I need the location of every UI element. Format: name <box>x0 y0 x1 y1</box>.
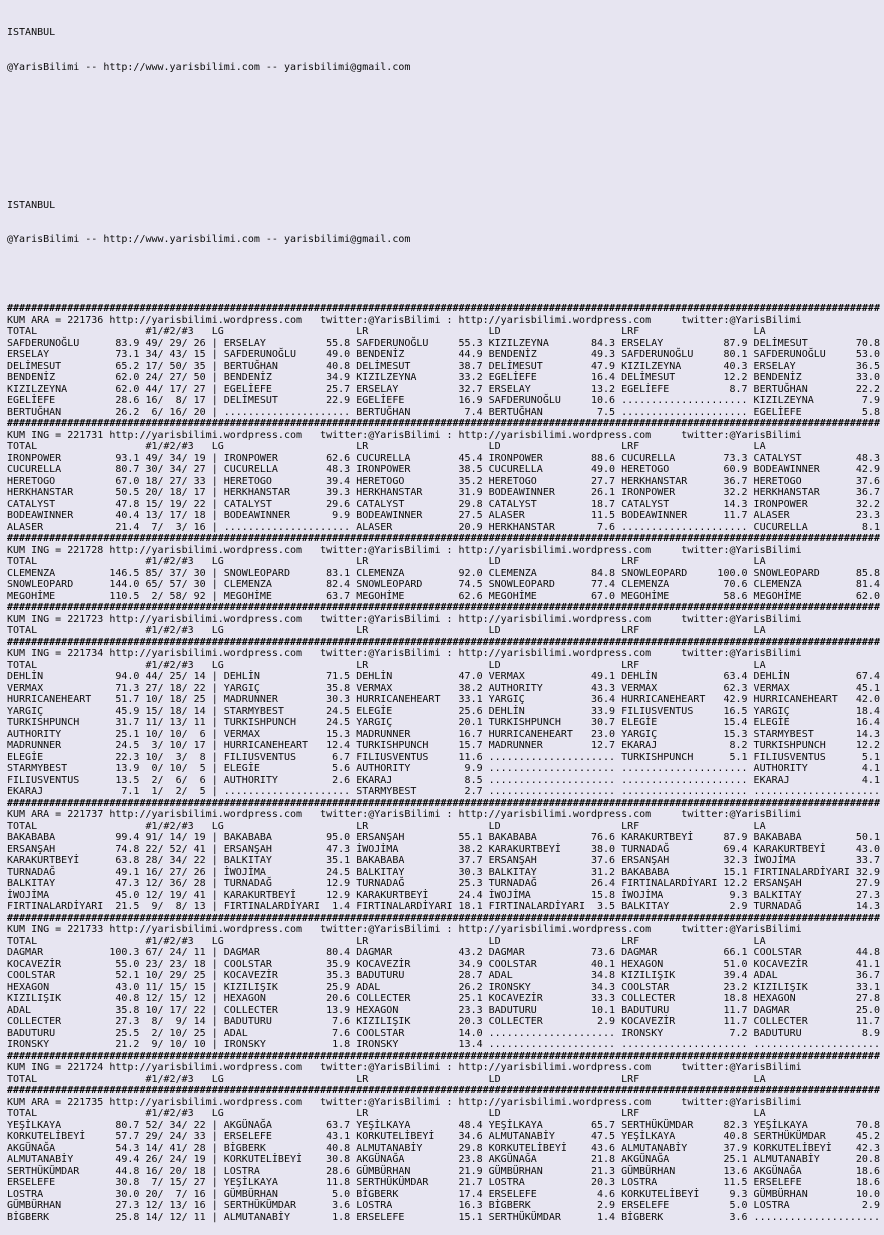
table-row: BADUTURU 25.5 2/ 10/ 25 | ADAL 7.6 COOLSTAR 14.0 ..................... IRONSKY 7.2 BADUTURU 8.9 <box>7 1027 880 1039</box>
table-row: HERKHANSTAR 50.5 20/ 18/ 17 | HERKHANSTAR 39.3 HERKHANSTAR 31.9 BODEAWINNER 26.1 IRONPOWER 32.2 HERKHANSTAR 36.7 <box>7 487 880 498</box>
column-header-row: TOTAL #1/#2/#3 LG LR LD LRF LA <box>7 1073 766 1085</box>
table-row: HURRICANEHEART 51.7 10/ 18/ 25 | MADRUNNER 30.3 HURRICANEHEART 33.1 YARGIÇ 36.4 HURRICANEHEART 42.9 HURRICANEHEART 42.0 <box>7 694 880 705</box>
city-title: ISTANBUL <box>7 199 56 211</box>
table-row: IRONPOWER 93.1 49/ 34/ 19 | IRONPOWER 62.6 CUCURELLA 45.4 IRONPOWER 88.6 CUCURELLA 73.3 CATALYST 48.3 <box>7 452 880 464</box>
separator-line: ################################################################################################################################################# <box>7 912 880 924</box>
separator-line: ################################################################################################################################################# <box>7 1085 880 1096</box>
table-row: AUTHORITY 25.1 10/ 10/ 6 | VERMAX 15.3 MADRUNNER 16.7 HURRICANEHEART 23.0 YARGIÇ 15.3 STARMYBEST 14.3 <box>7 728 880 740</box>
table-row: KORKUTELİBEYİ 57.7 29/ 24/ 33 | ERSELEFE 43.1 KORKUTELİBEYİ 34.6 ALMUTANABİY 47.5 YEŞİLKAYA 40.8 SERTHÜKÜMDAR 45.2 <box>7 1131 880 1142</box>
contact-line: @YarisBilimi -- http://www.yarisbilimi.com -- yarisbilimi@gmail.com <box>7 61 411 73</box>
table-row: ALMUTANABİY 49.4 26/ 24/ 19 | KORKUTELİBEYİ 30.8 AKGÜNAĞA 23.8 AKGÜNAĞA 21.8 AKGÜNAĞA 25.1 ALMUTANABİY 20.8 <box>7 1154 880 1165</box>
blank-line <box>7 96 884 108</box>
separator-line: ################################################################################################################################################# <box>7 533 880 544</box>
table-row: BENDENİZ 62.0 24/ 27/ 50 | BENDENİZ 34.9 KIZILZEYNA 33.2 EGELİEFE 16.4 DELİMESUT 12.2 BENDENİZ 33.0 <box>7 372 880 383</box>
table-row: ERSANŞAH 74.8 22/ 52/ 41 | ERSANŞAH 47.3 İWOJİMA 38.2 KARAKURTBEYİ 38.0 TURNADAĞ 69.4 KARAKURTBEYİ 43.0 <box>7 843 880 855</box>
table-row: COLLECTER 27.3 8/ 9/ 14 | BADUTURU 7.6 KIZILIŞIK 20.3 COLLECTER 2.9 KOCAVEZİR 11.7 COLLECTER 11.7 <box>7 1016 880 1027</box>
section-header: KUM ING = 221733 http://yarisbilimi.wordpress.com twitter:@YarisBilimi : http://yarisbilimi.wordpress.com twitter:@YarisBilimi <box>7 924 802 935</box>
section-header: KUM ING = 221728 http://yarisbilimi.wordpress.com twitter:@YarisBilimi : http://yarisbilimi.wordpress.com twitter:@YarisBilimi <box>7 544 802 556</box>
table-row: AKGÜNAĞA 54.3 14/ 41/ 28 | BİGBERK 40.8 ALMUTANABİY 29.8 KORKUTELİBEYİ 43.6 ALMUTANABİY 37.9 KORKUTELİBEYİ 42.3 <box>7 1142 880 1154</box>
table-row: EKARAJ 7.1 1/ 2/ 5 | ..................... STARMYBEST 2.7 ..................... ..................... ..................... <box>7 786 880 797</box>
column-header-row: TOTAL #1/#2/#3 LG LR LD LRF LA <box>7 935 766 947</box>
separator-line: ################################################################################################################################################# <box>7 797 880 809</box>
table-row: YEŞİLKAYA 80.7 52/ 34/ 22 | AKGÜNAĞA 63.7 YEŞİLKAYA 48.4 YEŞİLKAYA 65.7 SERTHÜKÜMDAR 82.3 YEŞİLKAYA 70.8 <box>7 1119 880 1131</box>
blank-line <box>7 131 884 143</box>
column-header-row: TOTAL #1/#2/#3 LG LR LD LRF LA <box>7 441 766 452</box>
section-header: KUM ING = 221731 http://yarisbilimi.wordpress.com twitter:@YarisBilimi : http://yarisbilimi.wordpress.com twitter:@YarisBilimi <box>7 429 802 441</box>
table-row: ELEGİE 22.3 10/ 3/ 8 | FILIUSVENTUS 6.7 FILIUSVENTUS 11.6 ..................... TURKISHPUNCH 5.1 FILIUSVENTUS 5.1 <box>7 751 880 763</box>
separator-line: ################################################################################################################################################# <box>7 1050 880 1062</box>
table-row: MADRUNNER 24.5 3/ 10/ 17 | HURRICANEHEART 12.4 TURKISHPUNCH 15.7 MADRUNNER 12.7 EKARAJ 8.2 TURKISHPUNCH 12.2 <box>7 740 880 751</box>
table-row: HEXAGON 43.0 11/ 15/ 15 | KIZILIŞIK 25.9 ADAL 26.2 IRONSKY 34.3 COOLSTAR 23.2 KIZILIŞIK 33.1 <box>7 981 880 993</box>
table-row: KARAKURTBEYİ 63.8 28/ 34/ 22 | BALKITAY 35.1 BAKABABA 37.7 ERSANŞAH 37.6 ERSANŞAH 32.3 İWOJİMA 33.7 <box>7 855 880 866</box>
section-header: KUM ING = 221724 http://yarisbilimi.wordpress.com twitter:@YarisBilimi : http://yarisbilimi.wordpress.com twitter:@YarisBilimi <box>7 1062 802 1073</box>
table-row: DEHLİN 94.0 44/ 25/ 14 | DEHLİN 71.5 DEHLİN 47.0 VERMAX 49.1 DEHLİN 63.4 DEHLİN 67.4 <box>7 671 880 682</box>
separator-line: ################################################################################################################################################# <box>7 418 880 429</box>
table-row: BODEAWINNER 40.4 13/ 17/ 18 | BODEAWINNER 9.9 BODEAWINNER 27.5 ALASER 11.5 BODEAWINNER 11.7 ALASER 23.3 <box>7 510 880 521</box>
table-row: DELİMESUT 65.2 17/ 50/ 35 | BERTUĞHAN 40.8 DELİMESUT 38.7 DELİMESUT 47.9 KIZILZEYNA 40.3 ERSELAY 36.5 <box>7 360 880 372</box>
separator-line: ################################################################################################################################################# <box>7 636 880 648</box>
city-title: ISTANBUL <box>7 27 56 38</box>
table-row: TURNADAĞ 49.1 16/ 27/ 26 | İWOJİMA 24.5 BALKITAY 30.3 BALKITAY 31.2 BAKABABA 15.1 FIRTINALARDİYARI 32.9 <box>7 866 880 878</box>
table-row: HERETOGO 67.0 18/ 27/ 33 | HERETOGO 39.4 HERETOGO 35.2 HERETOGO 27.7 HERKHANSTAR 36.7 HERETOGO 37.6 <box>7 475 880 487</box>
separator-line: ################################################################################################################################################# <box>7 602 880 613</box>
table-row: IRONSKY 21.2 9/ 10/ 10 | IRONSKY 1.8 IRONSKY 13.4 ..................... ..................... ..................... <box>7 1039 880 1050</box>
table-row: YARGIÇ 45.9 15/ 18/ 14 | STARMYBEST 24.5 ELEGİE 25.6 DEHLİN 33.9 FILIUSVENTUS 16.5 YARGIÇ 18.4 <box>7 705 880 717</box>
table-row: FIRTINALARDİYARI 21.5 9/ 8/ 13 | FIRTINALARDİYARI 1.4 FIRTINALARDİYARI 18.1 FIRTINALARDİYARI 3.5 BALKITAY 2.9 TURNADAĞ 14.3 <box>7 901 880 912</box>
section-header: KUM ARA = 221737 http://yarisbilimi.wordpress.com twitter:@YarisBilimi : http://yarisbilimi.wordpress.com twitter:@YarisBilimi <box>7 809 802 820</box>
table-row: CLEMENZA 146.5 85/ 37/ 30 | SNOWLEOPARD 83.1 CLEMENZA 92.0 CLEMENZA 84.8 SNOWLEOPARD 100.0 SNOWLEOPARD 85.8 <box>7 567 880 579</box>
table-row: MEGOHİME 110.5 2/ 58/ 92 | MEGOHİME 63.7 MEGOHİME 62.6 MEGOHİME 67.0 MEGOHİME 58.6 MEGOHİME 62.0 <box>7 590 880 602</box>
section-header: KUM ING = 221734 http://yarisbilimi.wordpress.com twitter:@YarisBilimi : http://yarisbilimi.wordpress.com twitter:@YarisBilimi <box>7 648 802 659</box>
table-row: VERMAX 71.3 27/ 18/ 22 | YARGIÇ 35.8 VERMAX 38.2 AUTHORITY 43.3 VERMAX 62.3 VERMAX 45.1 <box>7 682 880 694</box>
column-header-row: TOTAL #1/#2/#3 LG LR LD LRF LA <box>7 820 766 832</box>
table-row: LOSTRA 30.0 20/ 7/ 16 | GÜMBÜRHAN 5.0 BİGBERK 17.4 ERSELEFE 4.6 KORKUTELİBEYİ 9.3 GÜMBÜRHAN 10.0 <box>7 1188 880 1200</box>
table-row: GÜMBÜRHAN 27.3 12/ 13/ 16 | SERTHÜKÜMDAR 3.6 LOSTRA 16.3 BİGBERK 2.9 ERSELEFE 5.0 LOSTRA 2.9 <box>7 1200 880 1211</box>
table-row: ADAL 35.8 10/ 17/ 22 | COLLECTER 13.9 HEXAGON 23.3 BADUTURU 10.1 BADUTURU 11.7 DAGMAR 25.0 <box>7 1004 880 1016</box>
column-header-row: TOTAL #1/#2/#3 LG LR LD LRF LA <box>7 625 766 636</box>
column-header-row: TOTAL #1/#2/#3 LG LR LD LRF LA <box>7 556 766 567</box>
blank-line <box>7 165 884 177</box>
table-row: ERSELAY 73.1 34/ 43/ 15 | SAFDERUNOĞLU 49.0 BENDENİZ 44.9 BENDENİZ 49.3 SAFDERUNOĞLU 80.1 SAFDERUNOĞLU 53.0 <box>7 349 880 360</box>
section-header: KUM ING = 221723 http://yarisbilimi.wordpress.com twitter:@YarisBilimi : http://yarisbilimi.wordpress.com twitter:@YarisBilimi <box>7 613 802 625</box>
table-row: ERSELEFE 30.8 7/ 15/ 27 | YEŞİLKAYA 11.8 SERTHÜKÜMDAR 21.7 LOSTRA 20.3 LOSTRA 11.5 ERSELEFE 18.6 <box>7 1177 880 1188</box>
table-row: BALKITAY 47.3 12/ 36/ 28 | TURNADAĞ 12.9 TURNADAĞ 25.3 TURNADAĞ 26.4 FIRTINALARDİYARI 12.2 ERSANŞAH 27.9 <box>7 878 880 889</box>
table-row: STARMYBEST 13.9 0/ 10/ 5 | ELEGİE 5.6 AUTHORITY 9.9 ..................... ..................... AUTHORITY 4.1 <box>7 763 880 774</box>
table-row: KIZILIŞIK 40.8 12/ 15/ 12 | HEXAGON 20.6 COLLECTER 25.1 KOCAVEZİR 33.3 COLLECTER 18.8 HEXAGON 27.8 <box>7 993 880 1004</box>
table-row: COOLSTAR 52.1 10/ 29/ 25 | KOCAVEZİR 35.3 BADUTURU 28.7 ADAL 34.8 KIZILIŞIK 39.4 ADAL 36.7 <box>7 970 880 981</box>
section-header: KUM ARA = 221735 http://yarisbilimi.wordpress.com twitter:@YarisBilimi : http://yarisbilimi.wordpress.com twitter:@YarisBilimi <box>7 1096 802 1108</box>
table-row: SERTHÜKÜMDAR 44.8 16/ 20/ 18 | LOSTRA 28.6 GÜMBÜRHAN 21.9 GÜMBÜRHAN 21.3 GÜMBÜRHAN 13.6 AKGÜNAĞA 18.6 <box>7 1165 880 1177</box>
blank-line <box>7 269 884 281</box>
column-header-row: TOTAL #1/#2/#3 LG LR LD LRF LA <box>7 326 766 337</box>
table-row: CATALYST 47.8 15/ 19/ 22 | CATALYST 29.6 CATALYST 29.8 CATALYST 18.7 CATALYST 14.3 IRONPOWER 32.2 <box>7 498 880 510</box>
contact-line: @YarisBilimi -- http://www.yarisbilimi.com -- yarisbilimi@gmail.com <box>7 234 411 245</box>
table-row: EGELİEFE 28.6 16/ 8/ 17 | DELİMESUT 22.9 EGELİEFE 16.9 SAFDERUNOĞLU 10.6 ..................... KIZILZEYNA 7.9 <box>7 395 880 406</box>
table-row: ALASER 21.4 7/ 3/ 16 | ..................... ALASER 20.9 HERKHANSTAR 7.6 ..................... CUCURELLA 8.1 <box>7 521 880 533</box>
table-row: BAKABABA 99.4 91/ 14/ 19 | BAKABABA 95.0 ERSANŞAH 55.1 BAKABABA 76.6 KARAKURTBEYİ 87.9 BAKABABA 50.1 <box>7 832 880 843</box>
table-row: DAGMAR 100.3 67/ 24/ 11 | DAGMAR 80.4 DAGMAR 43.2 DAGMAR 73.6 DAGMAR 66.1 COOLSTAR 44.8 <box>7 947 880 958</box>
section-header: KUM ARA = 221736 http://yarisbilimi.wordpress.com twitter:@YarisBilimi : http://yarisbilimi.wordpress.com twitter:@YarisBilimi <box>7 314 802 326</box>
table-row: BİGBERK 25.8 14/ 12/ 11 | ALMUTANABİY 1.8 ERSELEFE 15.1 SERTHÜKÜMDAR 1.4 BİGBERK 3.6 ..................... <box>7 1211 880 1223</box>
table-row: BERTUĞHAN 26.2 6/ 16/ 20 | ..................... BERTUĞHAN 7.4 BERTUĞHAN 7.5 ..................... EGELİEFE 5.8 <box>7 406 880 418</box>
table-row: KIZILZEYNA 62.0 44/ 17/ 27 | EGELİEFE 25.7 ERSELAY 32.7 ERSELAY 13.2 EGELİEFE 8.7 BERTUĞHAN 22.2 <box>7 383 880 395</box>
table-row: İWOJİMA 45.0 12/ 19/ 41 | KARAKURTBEYİ 12.9 KARAKURTBEYİ 24.4 İWOJİMA 15.8 İWOJİMA 9.3 BALKITAY 27.3 <box>7 889 880 901</box>
table-row: FILIUSVENTUS 13.5 2/ 6/ 6 | AUTHORITY 2.6 EKARAJ 8.5 ..................... ..................... EKARAJ 4.1 <box>7 774 880 786</box>
column-header-row: TOTAL #1/#2/#3 LG LR LD LRF LA <box>7 1108 766 1119</box>
table-row: SNOWLEOPARD 144.0 65/ 57/ 30 | CLEMENZA 82.4 SNOWLEOPARD 74.5 SNOWLEOPARD 77.4 CLEMENZA 70.6 CLEMENZA 81.4 <box>7 579 880 590</box>
table-row: SAFDERUNOĞLU 83.9 49/ 29/ 26 | ERSELAY 55.8 SAFDERUNOĞLU 55.3 KIZILZEYNA 84.3 ERSELAY 87.9 DELİMESUT 70.8 <box>7 337 880 349</box>
separator-line: ################################################################################################################################################# <box>7 303 880 314</box>
sections-container <box>7 303 884 1223</box>
column-header-row: TOTAL #1/#2/#3 LG LR LD LRF LA <box>7 659 766 671</box>
table-row: TURKISHPUNCH 31.7 11/ 13/ 11 | TURKISHPUNCH 24.5 YARGIÇ 20.1 TURKISHPUNCH 30.7 ELEGİE 15.4 ELEGİE 16.4 <box>7 717 880 728</box>
table-row: KOCAVEZİR 55.0 23/ 23/ 18 | COOLSTAR 35.9 KOCAVEZİR 34.9 COOLSTAR 40.1 HEXAGON 51.0 KOCAVEZİR 41.1 <box>7 958 880 970</box>
table-row: CUCURELLA 80.7 30/ 34/ 27 | CUCURELLA 48.3 IRONPOWER 38.5 CUCURELLA 49.0 HERETOGO 60.9 BODEAWINNER 42.9 <box>7 464 880 475</box>
